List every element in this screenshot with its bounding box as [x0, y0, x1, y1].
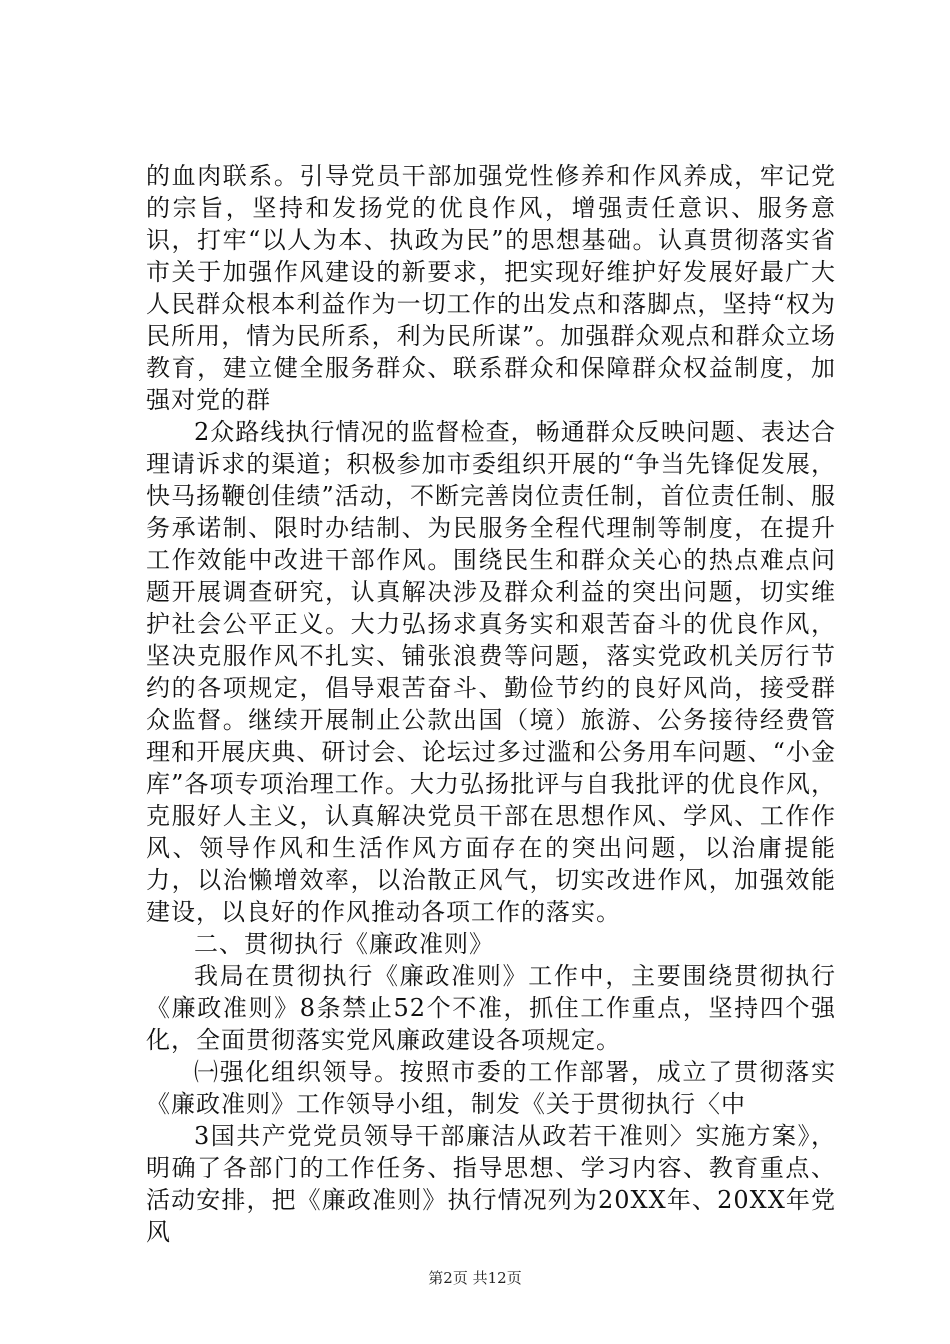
- paragraph-1: 的血肉联系。引导党员干部加强党性修养和作风养成，牢记党的宗旨，坚持和发扬党的优良作风，增强责任意识、服务意识，打牢“以人为本、执政为民”的思想基础。认真贯彻落实省市关于加强作风建设的新要求，把实现好维护好发展好最广大人民群众根本利益作为一切工作的出发点和落脚点，坚持“权为民所用，情为民所系，利为民所谋”。加强群众观点和群众立场教育，建立健全服务群众、联系群众和保障群众权益制度，加强对党的群: [146, 162, 836, 414]
- paragraph-5: 3国共产党党员领导干部廉洁从政若干准则〉实施方案》，明确了各部门的工作任务、指导思想、学习内容、教育重点、活动安排，把《廉政准则》执行情况列为20XX年、20XX年党风: [146, 1122, 836, 1246]
- paragraph-3: 我局在贯彻执行《廉政准则》工作中，主要围绕贯彻执行《廉政准则》8条禁止52个不准，抓住工作重点，坚持四个强化，全面贯彻落实党风廉政建设各项规定。: [146, 962, 836, 1054]
- paragraph-4: ㈠强化组织领导。按照市委的工作部署，成立了贯彻落实《廉政准则》工作领导小组，制发《关于贯彻执行〈中: [146, 1058, 836, 1118]
- page-number-footer: 第2页 共12页: [428, 1269, 522, 1287]
- section-heading: 二、贯彻执行《廉政准则》: [194, 930, 494, 958]
- document-body: [146, 160, 836, 1248]
- paragraph-2: 2众路线执行情况的监督检查，畅通群众反映问题、表达合理请诉求的渠道；积极参加市委组织开展的“争当先锋促发展，快马扬鞭创佳绩”活动，不断完善岗位责任制，首位责任制、服务承诺制、限时办结制、为民服务全程代理制等制度，在提升工作效能中改进干部作风。围绕民生和群众关心的热点难点问题开展调查研究，认真解决涉及群众利益的突出问题，切实维护社会公平正义。大力弘扬求真务实和艰苦奋斗的优良作风，坚决克服作风不扎实、铺张浪费等问题，落实党政机关厉行节约的各项规定，倡导艰苦奋斗、勤俭节约的良好风尚，接受群众监督。继续开展制止公款出国（境）旅游、公务接待经费管理和开展庆典、研讨会、论坛过多过滥和公务用车问题、“小金库”各项专项治理工作。大力弘扬批评与自我批评的优良作风，克服好人主义，认真解决党员干部在思想作风、学风、工作作风、领导作风和生活作风方面存在的突出问题，以治庸提能力，以治懒增效率，以治散正风气，切实改进作风，加强效能建设，以良好的作风推动各项工作的落实。: [146, 418, 836, 926]
